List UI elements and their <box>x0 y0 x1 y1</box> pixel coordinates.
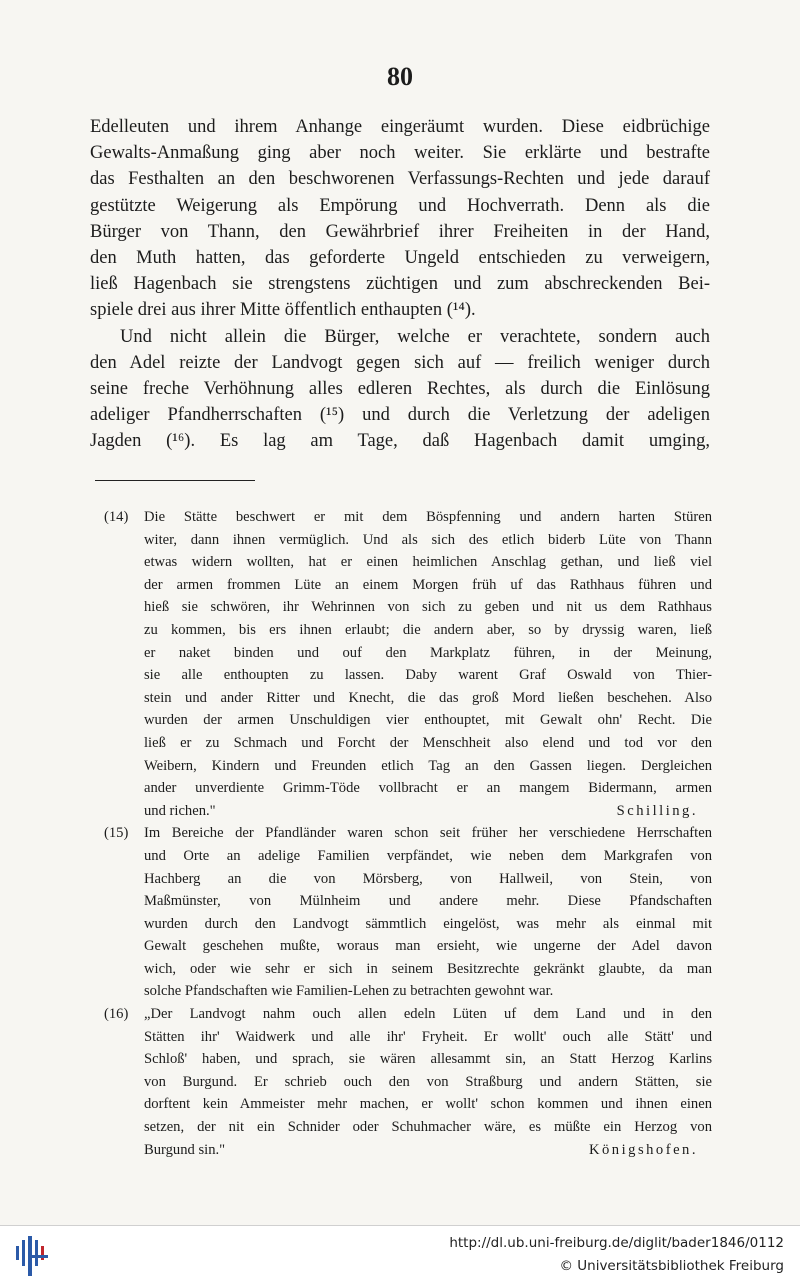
footnote-line: etwas widern wollten, hat er einen heimlichen Anschlag gethan, und ließ viel <box>144 554 712 571</box>
footnote-line: Weibern, Kindern und Freunden etlich Tag an den Gassen liegen. Dergleichen <box>144 757 712 774</box>
text-line: Und nicht allein die Bürger, welche er verachtete, sondern auch <box>120 326 710 347</box>
text-line: Edelleuten und ihrem Anhange eingeräumt wurden. Diese eidbrüchige <box>90 117 710 137</box>
footnote-line: wurden der armen Unschuldigen vier enthouptet, mit Gewalt ohn' Recht. Die <box>144 712 712 729</box>
text-line: spiele drei aus ihrer Mitte öffentlich enthaupten (¹⁴). <box>90 300 476 321</box>
main-text <box>90 114 710 455</box>
footnotes <box>104 506 712 1161</box>
text-line: seine freche Verhöhnung alles edleren Rechtes, als durch die Einlösung <box>90 379 710 400</box>
footnote-line: und Orte an adelige Familien verpfändet, wie neben dem Markgrafen von <box>144 847 712 864</box>
text-line: den Muth hatten, das geforderte Ungeld entschieden zu verweigern, <box>90 248 710 269</box>
footnote-number: (16) <box>104 1006 129 1023</box>
footnote-line: Schloß' haben, und sprach, sie wären allesammt sin, an Statt Herzog Karlins <box>144 1051 712 1068</box>
footnote-line: Burgund sin." <box>144 1141 226 1158</box>
footnote-line: Maßmünster, von Mülnheim und andere mehr. Diese Pfandschaften <box>144 893 712 910</box>
footnote-divider <box>95 480 255 481</box>
page-number: 80 <box>387 62 413 91</box>
footnote-number: (14) <box>104 509 129 525</box>
footnote-line: Hachberg an die von Mörsberg, von Hallweil, von Stein, von <box>144 870 712 887</box>
footnote-line: stein und ander Ritter und Knecht, die das groß Mord ließen beschehen. Also <box>144 689 712 706</box>
viewer-footer <box>0 1225 800 1283</box>
footnote-line: dorftent kein Ammeister mehr machen, er wollt' schon kommen und ihnen einen <box>144 1096 712 1113</box>
footnote-16 <box>104 1003 712 1161</box>
footnote-line: Die Stätte beschwert er mit dem Böspfenning und andern harten Stüren <box>144 509 712 525</box>
footnote-line: und richen." <box>144 802 216 819</box>
footnote-number: (15) <box>104 825 129 842</box>
source-url-link[interactable]: http://dl.ub.uni-freiburg.de/diglit/bader1846/0112 <box>449 1235 784 1251</box>
footnote-line: ließ er zu Schmach und Forcht der Menschheit also elend und tod vor den <box>144 734 712 751</box>
footnote-line: zu kommen, bis ers ihnen erlaubt; die andern aber, so by dryssig waren, ließ <box>144 621 712 638</box>
footnote-line: er naket binden und ouf den Markplatz führen, in der Meinung, <box>144 644 712 661</box>
footnote-15 <box>104 822 712 1003</box>
footnote-line: setzen, der nit ein Schnider oder Schuhmacher wäre, es müßte ein Herzog von <box>144 1119 712 1136</box>
footnote-source: Königshofen. <box>588 1141 698 1158</box>
footnote-line: der armen frommen Lüte an einem Morgen früh uf das Rathhaus führen und <box>144 576 712 593</box>
text-line: gestützte Weigerung als Empörung und Hochverrath. Denn als die <box>90 195 710 216</box>
footnote-line: Gewalt geschehen mußte, woraus man ersieht, wie ungerne der Adel davon <box>144 938 712 955</box>
footnote-line: witer, dann ihnen vermüglich. Und als sich des etlich biderb Lüte von Thann <box>144 531 712 548</box>
text-line: den Adel reizte der Landvogt gegen sich auf — freilich weniger durch <box>90 352 710 373</box>
footnote-line: wurden durch den Landvogt sämmtlich eingelöst, was mehr als einmal mit <box>144 915 712 932</box>
footnote-line: hieß sie schwören, ihr Wehrinnen von sich zu geben und nit us dem Rathhaus <box>144 599 712 616</box>
footnote-line: sie alle enthoupten zu lassen. Daby warent Graf Oswald von Thier- <box>144 667 712 684</box>
text-line: Jagden (¹⁶). Es lag am Tage, daß Hagenbach damit umging, <box>90 431 710 452</box>
text-line: Bürger von Thann, den Gewährbrief ihrer Freiheiten in der Hand, <box>90 221 710 242</box>
footnote-14 <box>104 506 712 822</box>
footnote-line: von Burgund. Er schrieb ouch den von Straßburg und andern Stätten, sie <box>144 1073 712 1090</box>
text-line: Gewalts-Anmaßung ging aber noch weiter. Sie erklärte und bestrafte <box>90 143 710 164</box>
ub-freiburg-logo-icon <box>14 1236 50 1276</box>
text-line: ließ Hagenbach sie strengstens züchtigen und zum abschreckenden Bei- <box>90 274 710 295</box>
footnote-line: „Der Landvogt nahm ouch allen edeln Lüten uf dem Land und in den <box>144 1006 712 1023</box>
footnote-line: ander unverdiente Grimm-Töde vollbracht er an mangem Bidermann, armen <box>144 780 712 797</box>
copyright-notice: © Universitätsbibliothek Freiburg <box>559 1258 784 1274</box>
text-line: das Festhalten an den beschworenen Verfassungs-Rechten und jede darauf <box>90 169 710 190</box>
text-line: adeliger Pfandherrschaften (¹⁵) und durch die Verletzung der adeligen <box>90 405 710 426</box>
footnote-line: wich, oder wie sehr er sich in seinem Besitzrechte gekränkt glaubte, da man <box>144 960 712 977</box>
footnote-line: Stätten ihr' Waidwerk und alle ihr' Fryheit. Er wollt' ouch alle Stätt' und <box>144 1028 712 1045</box>
footnote-source: Schilling. <box>616 802 698 819</box>
footnote-line: solche Pfandschaften wie Familien-Lehen zu betrachten gewohnt war. <box>144 983 554 1000</box>
footnote-line: Im Bereiche der Pfandländer waren schon seit früher her verschiedene Herrschaften <box>144 825 712 842</box>
